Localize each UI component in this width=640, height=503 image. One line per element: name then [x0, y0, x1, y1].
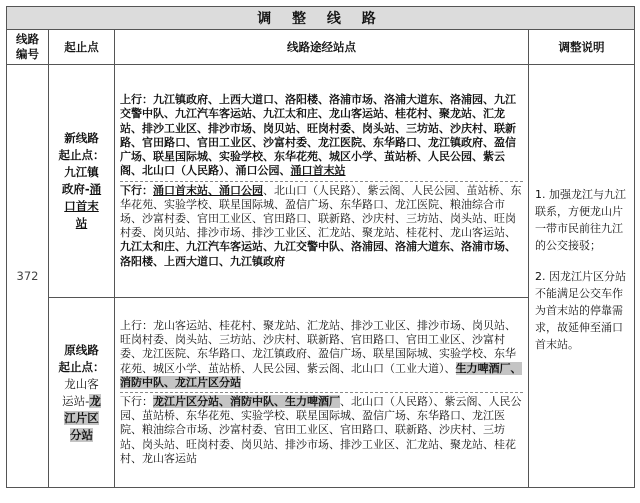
old-route-up-hl: 生力啤酒厂、消防中队、龙江片区分站: [120, 361, 522, 389]
old-route-endpoint-a: 龙山客: [64, 376, 99, 391]
new-route-endpoint-d: 站: [75, 216, 88, 230]
new-route-down-prefix: 下行：: [120, 183, 153, 197]
new-route-up-prefix: 上行：: [120, 93, 153, 107]
header-start: 起止点: [49, 30, 115, 65]
old-route-down: [120, 392, 523, 466]
new-route-up-end: 涌口首末站: [290, 164, 346, 178]
old-route-label-1: 原线路: [64, 342, 99, 357]
table-title: 调 整 线 路: [7, 7, 635, 30]
new-route-endpoint-mid: 政府-: [61, 182, 90, 196]
route-adjustment-table: [6, 6, 635, 488]
old-route-down-hl: 龙江片区分站、消防中队、生力啤酒厂: [153, 395, 340, 408]
old-route-down-text: 、北山口（人民路）、紫云阁、人民公园、茧站桥、东华花苑、实验学校、联星国际城、盈信广场、东华路口、龙江医院、粮油综合市场、沙富村委、官田工业区、官田路口、联新路、沙庆村、三坊站、岗头站、旺岗村委、岗贝站、排沙市场、排沙工业区、汇龙站、聚龙站、桂花村、龙山客运站: [120, 395, 522, 465]
note-2: 2. 因龙江片区分站不能满足公交车作为首末站的停靠需求，故延伸至涌口首末站。: [535, 269, 626, 351]
old-route-endpoint-hl-1: 龙: [89, 393, 101, 408]
header-line-no: [7, 30, 49, 65]
old-route-endpoint-hl-2: 江片区: [64, 410, 99, 425]
header-line-no-2: 编号: [16, 47, 39, 61]
new-route-endpoint-a: 九江镇: [64, 165, 99, 179]
note-1: 1. 加强龙江与九江联系，方便龙山片一带市民前往九江的公交接驳；: [535, 187, 626, 252]
old-route-down-prefix: 下行：: [120, 395, 153, 408]
header-line-no-1: 线路: [16, 32, 39, 46]
new-route-up: [120, 93, 523, 180]
line-number: 372: [7, 65, 49, 488]
new-route-down-bold: 涌口首末站、涌口公园: [153, 183, 263, 197]
header-stations: 线路途经站点: [115, 30, 529, 65]
new-route-endpoint-c: 口首末: [64, 199, 99, 213]
new-route-endpoints: [49, 65, 115, 298]
adjustment-notes: [529, 65, 635, 488]
old-route-endpoint-b: 运站-: [62, 393, 90, 408]
old-route-stations: [115, 298, 529, 488]
new-route-endpoint-b: 涌: [89, 182, 102, 196]
old-route-endpoints: [49, 298, 115, 488]
new-route-up-text: 九江镇政府、上西大道口、洛阳楼、洛浦市场、洛浦大道东、洛浦园、九江交警中队、九江汽车客运站、九江太和庄、龙山客运站、桂花村、聚龙站、汇龙站、排沙工业区、排沙市场、岗贝站、旺岗村委、岗头站、三坊站、沙庆村、联新路、官田路口、官田工业区、沙富村委、龙江医院、东华路口、龙江镇政府、盈信广场、联星国际城、实验学校、东华花苑、城区小学、茧站桥、人民公园、紫云阁、北山口（人民路）、涌口公园、: [120, 93, 516, 178]
new-route-down-text: 、北山口（人民路）、紫云阁、人民公园、茧站桥、东华花苑、实验学校、联星国际城、盈信广场、东华路口、龙江医院、粮油综合市场、沙富村委、官田工业区、官田路口、联新路、沙庆村、三坊站、岗头站、旺岗村委、岗贝站、排沙市场、排沙工业区、汇龙站、聚龙站、桂花村、龙山客运站、: [120, 183, 522, 240]
old-route-up-text: 上行：龙山客运站、桂花村、聚龙站、汇龙站、排沙工业区、排沙市场、岗贝站、旺岗村委、岗头站、三坊站、沙庆村、联新路、官田路口、官田工业区、沙富村委、龙江医院、东华路口、龙江镇政府、盈信广场、联星国际城、实验学校、东华花苑、城区小学、茧站桥、人民公园、紫云阁、北山口（工业大道）、: [120, 318, 516, 375]
new-route-label-1: 新线路: [64, 131, 99, 145]
new-route-down: [120, 181, 523, 269]
header-note: 调整说明: [529, 30, 635, 65]
new-route-label-2: 起止点：: [58, 148, 105, 162]
old-route-label-2: 起止点：: [58, 359, 105, 374]
new-route-down-end: 九江太和庄、九江汽车客运站、九江交警中队、洛浦园、洛浦大道东、洛浦市场、洛阳楼、上西大道口、九江镇政府: [120, 240, 516, 268]
old-route-endpoint-hl-3: 分站: [70, 427, 93, 442]
old-route-up: [120, 319, 523, 392]
new-route-stations: [115, 65, 529, 298]
